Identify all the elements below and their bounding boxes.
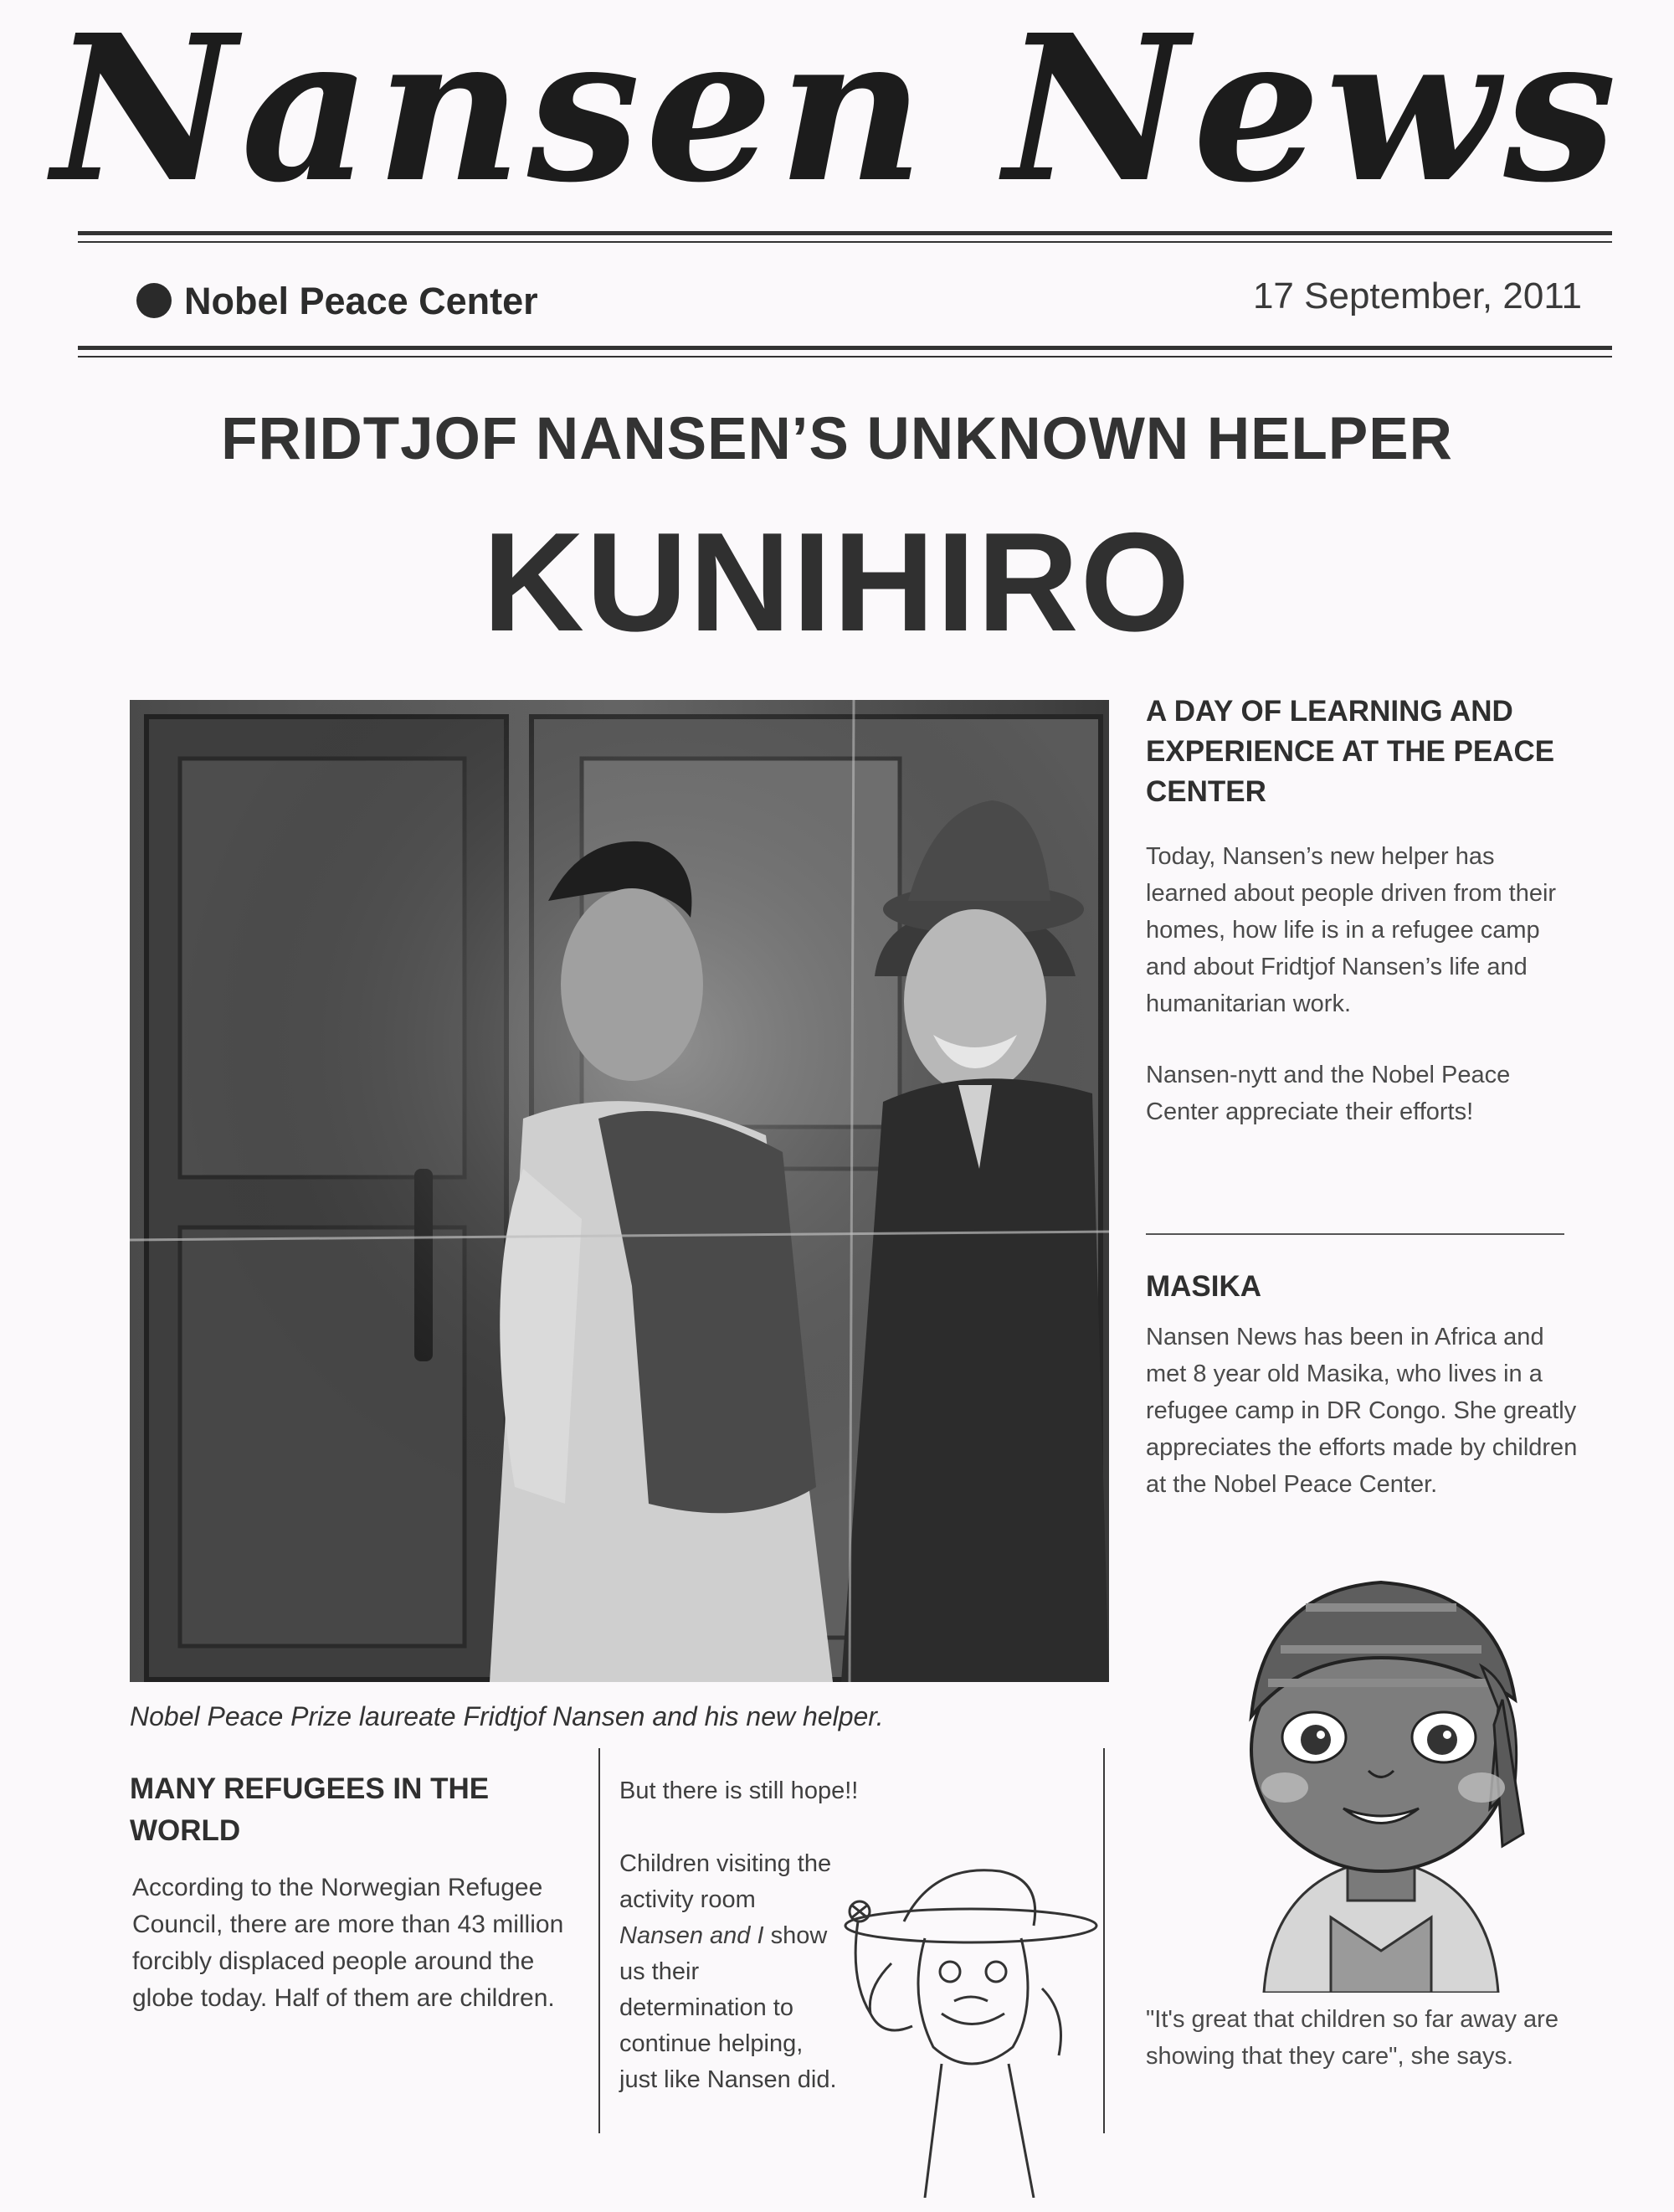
hope-text-after: show us their determination to continue helping, just like Nansen did. [619, 1922, 837, 2093]
issue-date: 17 September, 2011 [1252, 275, 1582, 316]
activity-room-name: Nansen and I [619, 1922, 764, 1949]
masika-illustration [1205, 1557, 1557, 1993]
refugees-text: According to the Norwegian Refugee Council, there are more than 43 million forcibly displaced people around the globe today. Half of them are children. [132, 1874, 564, 2012]
masthead-title: Nansen News [52, 0, 1622, 227]
nansen-cartoon-drawing [833, 1846, 1101, 2198]
masika-quote: "It's great that children so far away are showing that they care", she says. [1146, 2006, 1558, 2070]
column-divider [1146, 1233, 1564, 1235]
article-masika-para1: Nansen News has been in Africa and met 8 year old Masika, who lives in a refugee camp in DR Congo. She greatly appreciates the efforts made by children at the Nobel Peace Center. [1146, 1324, 1578, 1498]
center-name: Nobel Peace Center [184, 280, 538, 322]
dateline-rule-thin [78, 356, 1612, 358]
article-learning-para1: Today, Nansen’s new helper has learned about people driven from their homes, how life is in a refugee camp and about Fridtjof Nansen’s life and humanitarian work. [1146, 843, 1557, 1017]
article-learning-heading: A DAY OF LEARNING AND EXPERIENCE AT THE PEACE CENTER [1146, 695, 1555, 808]
masthead-rule-top [78, 231, 1612, 235]
article-learning-para2: Nansen-nytt and the Nobel Peace Center appreciate their efforts! [1146, 1062, 1511, 1125]
bullet-dot-icon [136, 283, 172, 318]
bottom-divider-right [1103, 1748, 1105, 2133]
photo-nansen-and-helper [130, 700, 1109, 1682]
dateline-rule [78, 346, 1612, 350]
masika-drawing [1205, 1557, 1557, 1993]
nansen-cartoon [833, 1846, 1101, 2198]
bottom-divider-left [598, 1748, 600, 2133]
headline-main: KUNIHIRO [482, 503, 1192, 661]
refugees-heading: MANY REFUGEES IN THE WORLD [130, 1772, 490, 1847]
photo-illustration [130, 700, 1109, 1682]
photo-caption: Nobel Peace Prize laureate Fridtjof Nansen and his new helper. [130, 1701, 884, 1731]
masthead-rule-top-thin [78, 241, 1612, 243]
hope-text [619, 1846, 841, 2098]
headline-subtitle: FRIDTJOF NANSEN’S UNKNOWN HELPER [221, 406, 1453, 472]
hope-line: But there is still hope!! [619, 1777, 859, 1804]
hope-text-before: Children visiting the activity room [619, 1850, 832, 1913]
article-masika-heading: MASIKA [1146, 1270, 1262, 1303]
